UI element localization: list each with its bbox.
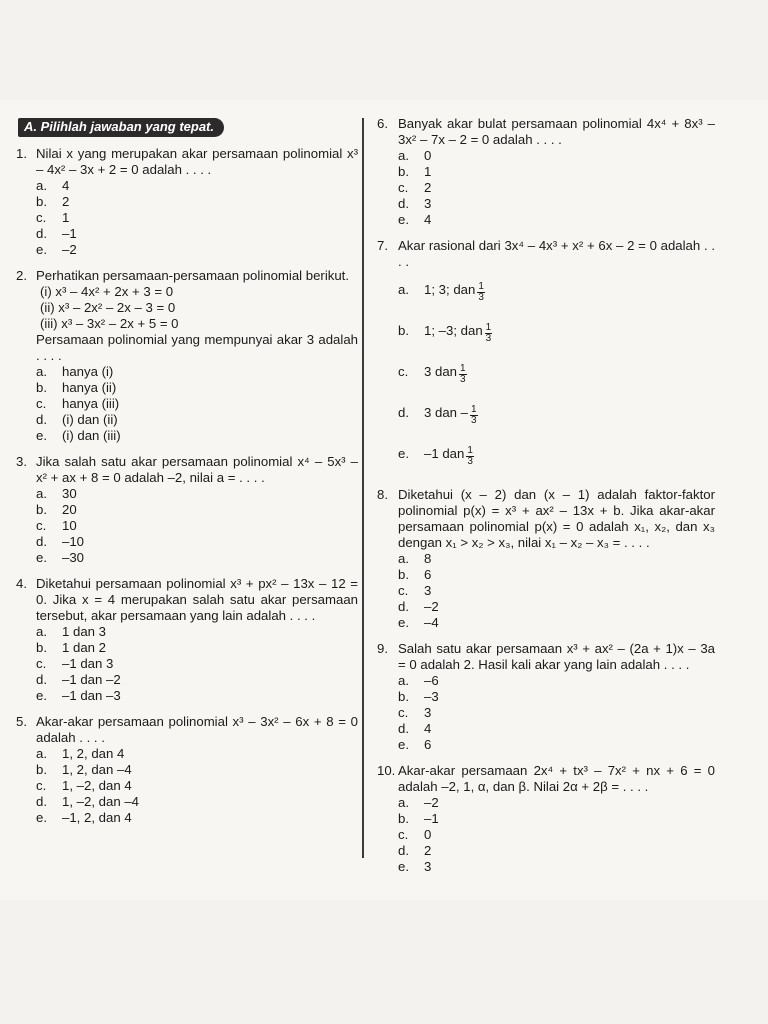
option-letter: a. (398, 282, 409, 297)
option-text: 3 dan – (424, 405, 468, 420)
option-text: 1; –3; dan (424, 323, 483, 338)
option-text: 3 (424, 859, 432, 874)
option-text: –1 dan (424, 446, 465, 461)
option-letter: a. (398, 148, 409, 163)
answer-option (398, 859, 715, 875)
option-text: 2 (424, 180, 432, 195)
question-stem: Akar-akar persamaan polinomial x³ – 3x² – 6x + 8 = 0 adalah . . . . (36, 714, 358, 745)
fraction-denominator: 3 (467, 456, 473, 467)
option-text: 4 (424, 212, 432, 227)
option-text: 4 (424, 721, 432, 736)
option-text: –1 (62, 226, 77, 241)
answer-option (398, 827, 715, 843)
option-text: –1 dan –2 (62, 672, 121, 687)
question-4 (18, 576, 358, 704)
option-text: –1 dan –3 (62, 688, 121, 703)
option-letter: d. (36, 672, 47, 687)
option-text: –6 (424, 673, 439, 688)
answer-option (36, 486, 358, 502)
fraction-numerator: 1 (485, 322, 492, 333)
option-letter: b. (36, 194, 47, 209)
option-text: –2 (62, 242, 77, 257)
answer-option (36, 428, 358, 444)
column-divider (362, 118, 364, 858)
fraction (466, 446, 474, 467)
option-text: 1 (62, 210, 70, 225)
option-text: –1 dan 3 (62, 656, 114, 671)
option-text: 1, –2, dan 4 (62, 778, 132, 793)
question-number: 1. (16, 146, 27, 161)
fraction (459, 364, 467, 385)
option-text: –4 (424, 615, 439, 630)
answer-option (36, 364, 358, 380)
option-letter: d. (36, 412, 47, 427)
answer-option (36, 640, 358, 656)
option-letter: c. (398, 705, 409, 720)
section-header: A. Pilihlah jawaban yang tepat. (18, 118, 224, 137)
answer-option (36, 380, 358, 396)
answer-option (398, 689, 715, 705)
fraction-denominator: 3 (485, 333, 492, 344)
option-letter: e. (36, 428, 47, 443)
fraction-denominator: 3 (478, 292, 484, 303)
answer-option (36, 210, 358, 226)
answer-option (36, 502, 358, 518)
option-text: hanya (ii) (62, 380, 117, 395)
option-letter: e. (398, 446, 409, 461)
option-letter: d. (36, 794, 47, 809)
question-9 (377, 641, 715, 753)
option-letter: a. (36, 746, 47, 761)
option-letter: c. (36, 778, 47, 793)
answer-option (398, 323, 715, 344)
option-text: 30 (62, 486, 77, 501)
fraction (485, 323, 493, 344)
option-text: 0 (424, 827, 432, 842)
option-letter: d. (398, 405, 409, 420)
option-text: hanya (iii) (62, 396, 120, 411)
option-text: 10 (62, 518, 77, 533)
option-letter: c. (398, 180, 409, 195)
answer-option (36, 178, 358, 194)
option-letter: b. (398, 567, 409, 582)
question-stem: Salah satu akar persamaan x³ + ax² – (2a + 1)x – 3a = 0 adalah 2. Hasil kali akar yang lain adalah . . . . (398, 641, 715, 672)
left-column (18, 118, 358, 836)
option-text: –2 (424, 795, 439, 810)
option-letter: a. (36, 486, 47, 501)
answer-option (398, 282, 715, 303)
answer-option (398, 705, 715, 721)
option-letter: e. (398, 615, 409, 630)
fraction-numerator: 1 (478, 281, 484, 292)
answer-option (398, 795, 715, 811)
option-text: 20 (62, 502, 77, 517)
option-letter: e. (398, 737, 409, 752)
option-text: –1 (424, 811, 439, 826)
answer-option (36, 624, 358, 640)
answer-option (36, 518, 358, 534)
option-letter: b. (36, 640, 47, 655)
question-6 (377, 116, 715, 228)
option-text: 1 dan 3 (62, 624, 106, 639)
option-text: 1; 3; dan (424, 282, 476, 297)
option-letter: e. (36, 810, 47, 825)
answer-option (36, 242, 358, 258)
question-number: 7. (377, 238, 388, 253)
option-text: 3 (424, 705, 432, 720)
question-number: 8. (377, 487, 388, 502)
option-text: –1, 2, dan 4 (62, 810, 132, 825)
option-text: –3 (424, 689, 439, 704)
answer-option (398, 599, 715, 615)
answer-option (398, 180, 715, 196)
option-letter: b. (398, 164, 409, 179)
question-number: 2. (16, 268, 27, 283)
option-letter: d. (36, 534, 47, 549)
question-2 (18, 268, 358, 444)
fraction-denominator: 3 (471, 415, 477, 426)
option-text: 0 (424, 148, 432, 163)
question-number: 6. (377, 116, 388, 131)
question-stem: Jika salah satu akar persamaan polinomial x⁴ – 5x³ – x² + ax + 8 = 0 adalah –2, nilai a = . . . . (36, 454, 358, 485)
option-text: hanya (i) (62, 364, 114, 379)
answer-option (36, 794, 358, 810)
option-letter: e. (36, 688, 47, 703)
option-text: 3 (424, 196, 432, 211)
options-list (36, 178, 358, 258)
answer-option (36, 412, 358, 428)
option-letter: a. (36, 178, 47, 193)
question-stem: Nilai x yang merupakan akar persamaan polinomial x³ – 4x² – 3x + 2 = 0 adalah . . . . (36, 146, 358, 177)
option-text: –10 (62, 534, 85, 549)
question-stem-continued: Persamaan polinomial yang mempunyai akar 3 adalah . . . . (36, 332, 358, 363)
right-column (377, 116, 715, 885)
answer-option (398, 615, 715, 631)
option-letter: c. (36, 656, 47, 671)
answer-option (36, 226, 358, 242)
question-1 (18, 146, 358, 258)
answer-option (398, 583, 715, 599)
option-text: 2 (424, 843, 432, 858)
question-stem: Akar-akar persamaan 2x⁴ + tx³ – 7x² + nx + 6 = 0 adalah –2, 1, α, dan β. Nilai 2α + 2β = . . . . (398, 763, 715, 794)
question-stem: Banyak akar bulat persamaan polinomial 4x⁴ + 8x³ – 3x² – 7x – 2 = 0 adalah . . . . (398, 116, 715, 147)
option-letter: b. (398, 323, 409, 338)
answer-option (398, 811, 715, 827)
option-letter: a. (36, 364, 47, 379)
question-7 (377, 238, 715, 467)
option-letter: c. (398, 364, 409, 379)
option-letter: e. (36, 550, 47, 565)
option-letter: a. (398, 673, 409, 688)
question-stem: Diketahui persamaan polinomial x³ + px² – 13x – 12 = 0. Jika x = 4 merupakan salah satu akar persamaan tersebut, akar persamaan yang lain adalah . . . . (36, 576, 358, 623)
option-letter: d. (398, 196, 409, 211)
question-number: 4. (16, 576, 27, 591)
option-letter: d. (36, 226, 47, 241)
option-text: 1, 2, dan –4 (62, 762, 132, 777)
answer-option (36, 656, 358, 672)
option-letter: b. (36, 380, 47, 395)
options-list (398, 673, 715, 753)
option-letter: b. (398, 811, 409, 826)
options-list (36, 364, 358, 444)
answer-option (398, 567, 715, 583)
option-text: 6 (424, 567, 432, 582)
answer-option (36, 762, 358, 778)
option-text: (i) dan (ii) (62, 412, 118, 427)
answer-option (36, 550, 358, 566)
option-letter: e. (36, 242, 47, 257)
option-letter: b. (36, 762, 47, 777)
answer-option (36, 534, 358, 550)
options-list (36, 486, 358, 566)
option-text: –30 (62, 550, 85, 565)
question-number: 9. (377, 641, 388, 656)
option-text: 2 (62, 194, 70, 209)
option-letter: b. (398, 689, 409, 704)
statement-iii: (iii) x³ – 3x² – 2x + 5 = 0 (40, 316, 179, 331)
option-text: (i) dan (iii) (62, 428, 121, 443)
answer-option (36, 396, 358, 412)
options-list (398, 148, 715, 228)
answer-option (36, 746, 358, 762)
option-letter: b. (36, 502, 47, 517)
option-text: 1, –2, dan –4 (62, 794, 139, 809)
option-text: 3 (424, 583, 432, 598)
statement-ii: (ii) x³ – 2x² – 2x – 3 = 0 (40, 300, 176, 315)
question-number: 5. (16, 714, 27, 729)
options-list (398, 795, 715, 875)
question-5 (18, 714, 358, 826)
option-text: 1 (424, 164, 432, 179)
answer-option (36, 194, 358, 210)
answer-option (398, 843, 715, 859)
answer-option (398, 721, 715, 737)
question-10 (377, 763, 715, 875)
answer-option (36, 672, 358, 688)
question-stem: Diketahui (x – 2) dan (x – 1) adalah faktor-faktor polinomial p(x) = x³ + ax² – 13x + b. Jika akar-akar persamaan polinomial p(x) = 0 adalah x₁, x₂, dan x₃ dengan x₁ > x₂ > x₃, nilai x₁ – x₂ – x₃ = . . . . (398, 487, 715, 550)
option-letter: c. (36, 518, 47, 533)
question-number: 3. (16, 454, 27, 469)
answer-option (398, 364, 715, 385)
option-letter: a. (398, 551, 409, 566)
option-letter: e. (398, 859, 409, 874)
option-letter: c. (36, 210, 47, 225)
option-letter: a. (36, 624, 47, 639)
option-text: 8 (424, 551, 432, 566)
fraction-numerator: 1 (467, 445, 473, 456)
option-letter: e. (398, 212, 409, 227)
question-stem: Perhatikan persamaan-persamaan polinomial berikut. (36, 268, 350, 283)
question-3 (18, 454, 358, 566)
fraction-denominator: 3 (460, 374, 466, 385)
question-number: 10. (377, 763, 396, 778)
answer-option (398, 737, 715, 753)
answer-option (36, 688, 358, 704)
option-text: –2 (424, 599, 439, 614)
answer-option (398, 148, 715, 164)
option-letter: d. (398, 599, 409, 614)
options-list (398, 551, 715, 631)
fraction-numerator: 1 (460, 363, 466, 374)
option-letter: c. (398, 827, 409, 842)
option-text: 1 dan 2 (62, 640, 106, 655)
answer-option (398, 673, 715, 689)
answer-option (398, 196, 715, 212)
option-letter: a. (398, 795, 409, 810)
answer-option (398, 164, 715, 180)
option-text: 4 (62, 178, 70, 193)
answer-option (398, 551, 715, 567)
statement-i: (i) x³ – 4x² + 2x + 3 = 0 (40, 284, 174, 299)
fraction (470, 405, 478, 426)
option-text: 6 (424, 737, 432, 752)
option-letter: c. (398, 583, 409, 598)
fraction-options-list (398, 282, 715, 467)
answer-option (398, 405, 715, 426)
options-list (36, 624, 358, 704)
question-stem: Akar rasional dari 3x⁴ – 4x³ + x² + 6x – 2 = 0 adalah . . . . (398, 238, 715, 269)
fraction-numerator: 1 (471, 404, 477, 415)
answer-option (36, 778, 358, 794)
answer-option (36, 810, 358, 826)
option-text: 3 dan (424, 364, 458, 379)
option-letter: d. (398, 721, 409, 736)
fraction (477, 282, 485, 303)
option-letter: c. (36, 396, 47, 411)
option-text: 1, 2, dan 4 (62, 746, 125, 761)
question-8 (377, 487, 715, 631)
answer-option (398, 446, 715, 467)
option-letter: d. (398, 843, 409, 858)
options-list (36, 746, 358, 826)
answer-option (398, 212, 715, 228)
